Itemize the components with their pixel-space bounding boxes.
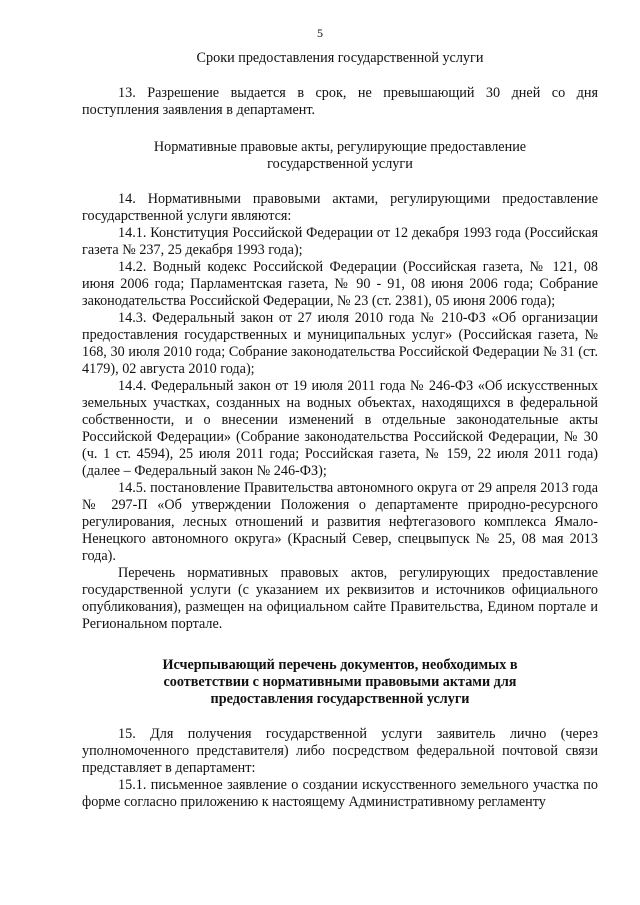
section-heading-terms: Сроки предоставления государственной услуги [196, 50, 484, 66]
page-number: 5 [317, 26, 323, 40]
paragraph-15: 15. Для получения государственной услуги заявитель лично (через уполномоченного представителя) либо посредством федеральной почтовой связи представляет в департамент: [82, 726, 598, 776]
heading-line: Нормативные правовые акты, регулирующие предоставление [153, 139, 527, 155]
document-body [82, 50, 598, 811]
paragraph-14-2: 14.2. Водный кодекс Российской Федерации (Российская газета, № 121, 08 июня 2006 года; Парламентская газета, № 90 - 91, 08 июня 2006 года; Собрание законодательства Российской Федерации, № 23 (ст. 2381), 05 июня 2006 года); [82, 259, 598, 309]
heading-line: Исчерпывающий перечень документов, необходимых в [162, 657, 518, 673]
paragraph-13: 13. Разрешение выдается в срок, не превышающий 30 дней со дня поступления заявления в департамент. [82, 85, 598, 118]
paragraph-14-3: 14.3. Федеральный закон от 27 июля 2010 года № 210-ФЗ «Об организации предоставления государственных и муниципальных услуг» (Российская газета, № 168, 30 июля 2010 года; Собрание законодательства Российской Федерации № 31 (ст. 4179), 02 августа 2010 года); [82, 310, 598, 377]
section-heading-legal-acts [82, 139, 598, 173]
heading-line: предоставления государственной услуги [210, 691, 470, 707]
paragraph-legal-acts-list: Перечень нормативных правовых актов, регулирующих предоставление государственной услуги (с указанием их реквизитов и источников официального опубликования), размещен на официальном сайте Правительства, Едином портале и Региональном портале. [82, 565, 598, 632]
paragraph-14: 14. Нормативными правовыми актами, регулирующими предоставление государственной услуги являются: [82, 191, 598, 224]
paragraph-14-5: 14.5. постановление Правительства автономного округа от 29 апреля 2013 года № 297-П «Об утверждении Положения о департаменте природно-ресурсного регулирования, лесных отношений и развития нефтегазового комплекса Ямало-Ненецкого автономного округа» (Красный Север, спецвыпуск № 25, 08 мая 2013 года). [82, 480, 598, 564]
paragraph-15-1: 15.1. письменное заявление о создании искусственного земельного участка по форме согласно приложению к настоящему Административному регламенту [82, 777, 598, 810]
paragraph-14-1: 14.1. Конституция Российской Федерации от 12 декабря 1993 года (Российская газета № 237, 25 декабря 1993 года); [82, 225, 598, 258]
heading-line: соответствии с нормативными правовыми актами для [163, 674, 517, 690]
paragraph-14-4: 14.4. Федеральный закон от 19 июля 2011 года № 246-ФЗ «Об искусственных земельных участках, созданных на водных объектах, находящихся в федеральной собственности, и о внесении изменений в отдельные законодательные акты Российской Федерации» (Собрание законодательства Российской Федерации, № 30 (ч. 1 ст. 4594), 25 июля 2011 года; Российская газета, № 159, 22 июля 2011 года) (далее – Федеральный закон № 246-ФЗ); [82, 378, 598, 479]
heading-line: государственной услуги [267, 156, 413, 172]
section-heading-documents [82, 657, 598, 708]
